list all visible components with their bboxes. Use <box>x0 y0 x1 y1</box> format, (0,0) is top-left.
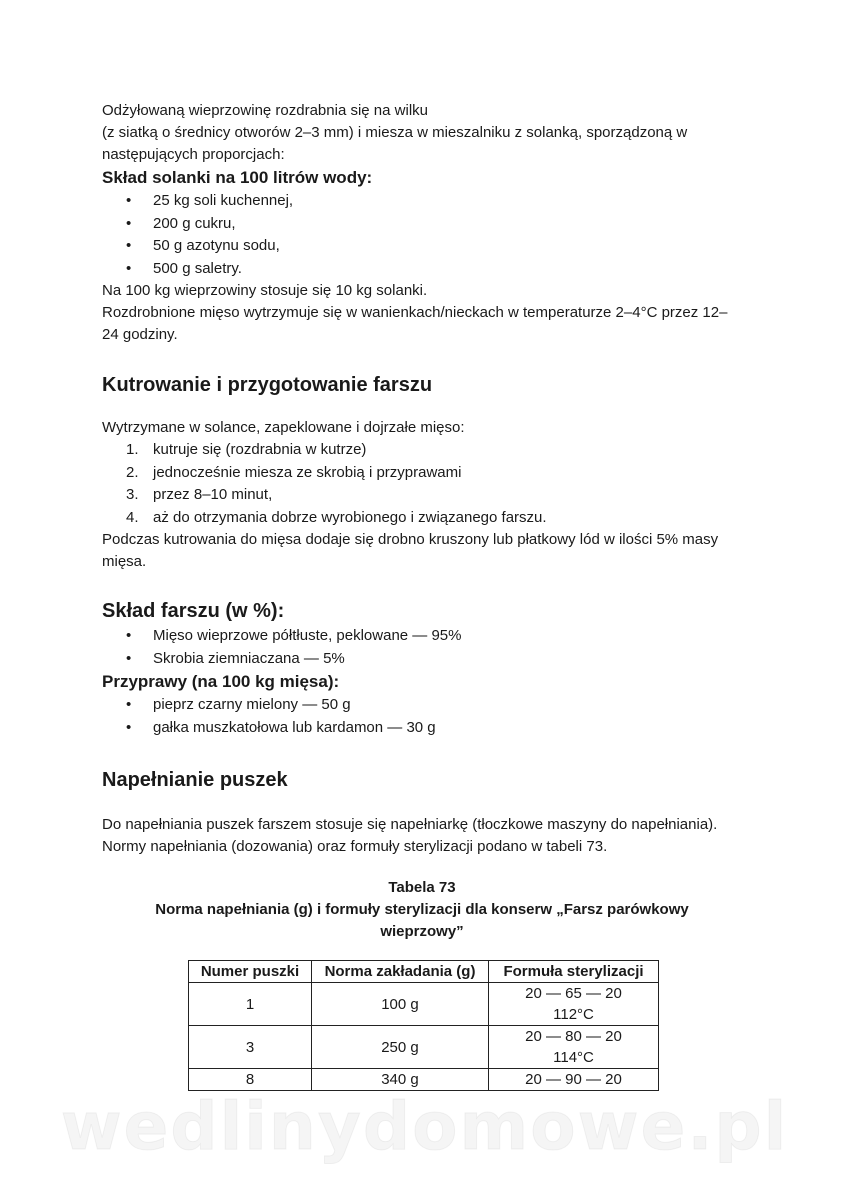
spices-list <box>102 694 742 739</box>
can-number-cell: 3 <box>189 1026 312 1069</box>
list-item <box>102 439 742 462</box>
intro-line-1: Odżyłowaną wieprzowinę rozdrabnia się na wilku <box>102 102 428 119</box>
table-row <box>189 983 659 1026</box>
can-number-cell: 8 <box>189 1069 312 1091</box>
cutting-heading: Kutrowanie i przygotowanie farszu <box>102 374 433 396</box>
watermark: wedlinydomowe.pl <box>60 1088 789 1165</box>
step-number: 1. <box>126 441 139 458</box>
brine-note-1: Na 100 kg wieprzowiny stosuje się 10 kg solanki. <box>102 282 428 299</box>
formula-text: 20 — 65 — 20 <box>525 985 622 1002</box>
list-item: • gałka muszkatołowa lub kardamon — 30 g <box>102 717 742 740</box>
norm-cell: 250 g <box>312 1026 489 1069</box>
step-text: kutruje się (rozdrabnia w kutrze) <box>153 441 367 458</box>
cutting-note: Podczas kutrowania do mięsa dodaje się drobno kruszony lub płatkowy lód w ilości 5% masy mięsa. <box>102 531 719 570</box>
formula-temperature: 112°C <box>553 1006 594 1023</box>
formula-cell <box>489 1026 659 1069</box>
sterilization-table <box>188 960 659 1091</box>
list-item: • Mięso wieprzowe półtłuste, peklowane — 95% <box>102 625 742 648</box>
step-text: jednocześnie miesza ze skrobią i przyprawami <box>153 463 462 481</box>
step-number: 3. <box>126 486 139 503</box>
intro-line-2: (z siatką o średnicy otworów 2–3 mm) i miesza w mieszalniku z solanką, sporządzoną w następujących proporcjach: <box>102 124 688 163</box>
formula-text: 20 — 80 — 20 <box>525 1028 622 1045</box>
document-page <box>102 100 742 1091</box>
list-item: • 200 g cukru, <box>102 213 742 236</box>
cutting-intro: Wytrzymane w solance, zapeklowane i dojrzałe mięso: <box>102 419 465 436</box>
list-item <box>102 507 742 530</box>
step-text: przez 8–10 minut, <box>153 486 273 503</box>
brine-list <box>102 190 742 280</box>
step-number: 2. <box>126 463 139 481</box>
table-caption: Norma napełniania (g) i formuły sterylizacji dla konserw „Farsz parówkowy wieprzowy” <box>155 901 689 940</box>
formula-text: 20 — 90 — 20 <box>525 1071 622 1088</box>
list-item: • 25 kg soli kuchennej, <box>102 190 742 213</box>
column-header: Numer puszki <box>189 961 312 983</box>
table-row <box>189 1026 659 1069</box>
can-number-cell: 1 <box>189 983 312 1026</box>
list-item: • Skrobia ziemniaczana — 5% <box>102 648 742 671</box>
column-header: Formuła sterylizacji <box>489 961 659 983</box>
table-header-row <box>189 961 659 983</box>
list-item: • 500 g saletry. <box>102 258 742 281</box>
brine-note-2: Rozdrobnione mięso wytrzymuje się w wanienkach/nieckach w temperaturze 2–4°C przez 12–24 godziny. <box>102 304 728 343</box>
cutting-steps <box>102 439 742 529</box>
stuffing-list <box>102 625 742 670</box>
step-number: 4. <box>126 508 139 526</box>
norm-cell: 100 g <box>312 983 489 1026</box>
filling-paragraph-2: Normy napełniania (dozowania) oraz formuły sterylizacji podano w tabeli 73. <box>102 838 608 855</box>
column-header: Norma zakładania (g) <box>312 961 489 983</box>
table-label: Tabela 73 <box>388 879 456 896</box>
filling-paragraph-1: Do napełniania puszek farszem stosuje się napełniarkę (tłoczkowe maszyny do napełniania). <box>102 816 718 833</box>
list-item <box>102 462 742 485</box>
spices-heading: Przyprawy (na 100 kg mięsa): <box>102 672 340 691</box>
brine-heading: Skład solanki na 100 litrów wody: <box>102 168 373 187</box>
formula-cell <box>489 983 659 1026</box>
list-item: • pieprz czarny mielony — 50 g <box>102 694 742 717</box>
filling-heading: Napełnianie puszek <box>102 769 288 791</box>
norm-cell: 340 g <box>312 1069 489 1091</box>
stuffing-heading: Skład farszu (w %): <box>102 600 285 622</box>
formula-temperature: 114°C <box>553 1049 594 1066</box>
step-text: aż do otrzymania dobrze wyrobionego i związanego farszu. <box>153 508 547 526</box>
list-item <box>102 484 742 507</box>
list-item: • 50 g azotynu sodu, <box>102 235 742 258</box>
